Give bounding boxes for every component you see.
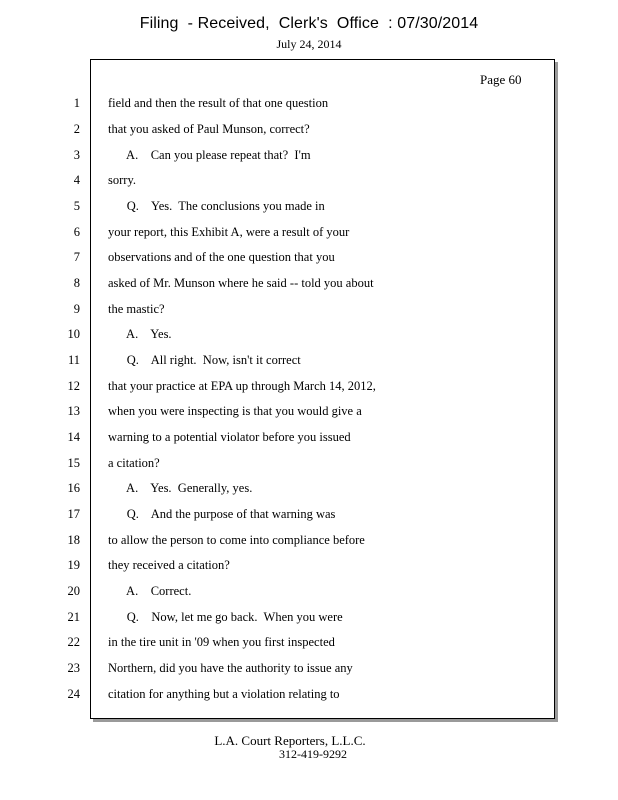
filing-stamp: Filing - Received, Clerk's Office : 07/30/2014 bbox=[139, 15, 479, 32]
line-number: 16 bbox=[67, 481, 80, 495]
line-text: A. Yes. bbox=[108, 327, 172, 341]
line-number: 10 bbox=[67, 327, 80, 341]
line-text: Q. Now, let me go back. When you were bbox=[108, 610, 343, 624]
line-number: 15 bbox=[67, 456, 80, 470]
line-number: 21 bbox=[67, 610, 80, 624]
line-number: 2 bbox=[73, 122, 80, 136]
line-text: Q. All right. Now, isn't it correct bbox=[108, 353, 301, 367]
line-text: a citation? bbox=[108, 456, 160, 470]
line-text: A. Yes. Generally, yes. bbox=[108, 481, 253, 495]
line-text: they received a citation? bbox=[108, 558, 230, 572]
line-text: Q. And the purpose of that warning was bbox=[108, 507, 336, 521]
line-text: field and then the result of that one question bbox=[108, 96, 329, 110]
line-number: 23 bbox=[67, 661, 80, 675]
line-number: 7 bbox=[73, 250, 80, 264]
line-text: A. Can you please repeat that? I'm bbox=[108, 148, 311, 162]
line-number: 22 bbox=[67, 635, 80, 649]
line-number: 17 bbox=[67, 507, 80, 521]
line-number: 13 bbox=[67, 404, 80, 418]
line-text: when you were inspecting is that you would give a bbox=[108, 404, 362, 418]
line-number: 14 bbox=[67, 430, 80, 444]
line-text: asked of Mr. Munson where he said -- told you about bbox=[108, 276, 374, 290]
line-text: sorry. bbox=[108, 173, 137, 187]
reporter-company: L.A. Court Reporters, L.L.C. bbox=[214, 733, 366, 748]
line-text: warning to a potential violator before you issued bbox=[108, 430, 351, 444]
reporter-phone: 312-419-9292 bbox=[279, 747, 347, 761]
line-text: observations and of the one question that you bbox=[108, 250, 335, 264]
line-number: 4 bbox=[73, 173, 80, 187]
line-number: 1 bbox=[73, 96, 80, 110]
line-number: 6 bbox=[73, 225, 80, 239]
line-number: 3 bbox=[73, 148, 80, 162]
line-text: Q. Yes. The conclusions you made in bbox=[108, 199, 325, 213]
line-number: 5 bbox=[73, 199, 80, 213]
page-number: Page 60 bbox=[480, 72, 522, 87]
line-text: in the tire unit in '09 when you first inspected bbox=[108, 635, 335, 649]
line-text: citation for anything but a violation relating to bbox=[108, 687, 340, 701]
line-text: that your practice at EPA up through March 14, 2012, bbox=[108, 379, 376, 393]
line-number: 9 bbox=[73, 302, 80, 316]
line-number: 12 bbox=[67, 379, 80, 393]
line-text: the mastic? bbox=[108, 302, 165, 316]
transcript-date: July 24, 2014 bbox=[276, 37, 342, 51]
line-number: 24 bbox=[67, 687, 80, 701]
line-number: 11 bbox=[67, 353, 80, 367]
line-text: A. Correct. bbox=[108, 584, 192, 598]
line-text: Northern, did you have the authority to issue any bbox=[108, 661, 353, 675]
line-number: 19 bbox=[67, 558, 80, 572]
line-number: 20 bbox=[67, 584, 80, 598]
line-number: 18 bbox=[67, 533, 80, 547]
line-text: to allow the person to come into compliance before bbox=[108, 533, 365, 547]
line-text: that you asked of Paul Munson, correct? bbox=[108, 122, 310, 136]
line-number: 8 bbox=[73, 276, 80, 290]
line-text: your report, this Exhibit A, were a result of your bbox=[108, 225, 350, 239]
